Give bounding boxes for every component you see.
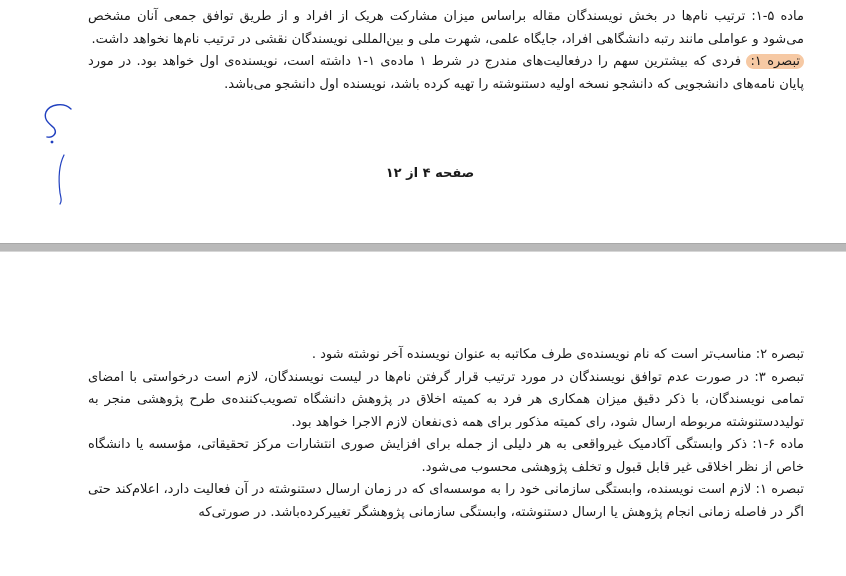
page-bottom-text [88, 344, 804, 524]
handwritten-ink-annotation [30, 95, 80, 205]
note-3-paragraph: تبصره ۳: در صورت عدم توافق نویسندگان در مورد ترتیب قرار گرفتن نام‌ها در لیست نویسندگان، لازم است درخواستی با امضای تمامی نویسندگان، با ذکر دقیق میزان همکاری هر فرد به کمیته اخلاق در پژوهش دانشگاه تصویب‌کننده‌ی طرح پژوهشی منجر به تولیددستنوشته مربوطه ارسال شود، رای کمیته مذکور برای همه ذی‌نفعان لازم الاجرا خواهد بود. [88, 369, 804, 430]
document-page-bottom [0, 252, 846, 576]
note-1-highlighted-label: تبصره ۱: [746, 54, 804, 69]
note-1-paragraph [88, 51, 804, 96]
article-5-1-paragraph: ماده ۵-۱: ترتیب نام‌ها در بخش نویسندگان مقاله براساس میزان مشارکت هریک از افراد و از طریق توافق جمعی آنان مشخص می‌شود و عواملی مانند رتبه دانشگاهی افراد، جایگاه علمی، شهرت ملی و بین‌المللی نویسندگان نقشی در ترتیب نام‌ها نخواهد داشت. [88, 9, 804, 47]
document-page-top [0, 0, 846, 243]
note-2-paragraph: تبصره ۲: مناسب‌تر است که نام نویسنده‌ی طرف مکاتبه به عنوان نویسنده آخر نوشته شود . [311, 347, 804, 362]
page-number-footer: صفحه ۴ از ۱۲ [385, 166, 475, 181]
note-1-text: فردی که بیشترین سهم را درفعالیت‌های مندرج در شرط ۱ ماده‌ی ۱-۱ داشته است، نویسنده‌ی اول خواهد بود. در مورد پایان نامه‌های دانشجویی که دانشجو نسخه اولیه دستنوشته را تهیه کرده باشد، نویسنده اول دانشجو می‌باشد. [88, 54, 804, 92]
page-top-text [88, 6, 804, 96]
page-separator [0, 243, 846, 252]
article-6-1-paragraph: ماده ۶-۱: ذکر وابستگی آکادمیک غیرواقعی به هر دلیلی از جمله برای افزایش صوری انتشارات مرکز تحقیقاتی، مؤسسه یا دانشگاه خاص از نظر اخلاقی غیر قابل قبول و تخلف پژوهشی محسوب می‌شود. [88, 437, 804, 475]
note-1-article-6-paragraph: تبصره ۱: لازم است نویسنده، وابستگی سازمانی خود را به موسسه‌ای که در زمان ارسال دستنوشته در آن فعالیت دارد، اعلام‌کند حتی اگر در فاصله زمانی انجام پژوهش یا ارسال دستنوشته، وابستگی سازمانی پژوهشگر تغییرکرده‌باشد. در صورتی‌که [88, 482, 805, 520]
